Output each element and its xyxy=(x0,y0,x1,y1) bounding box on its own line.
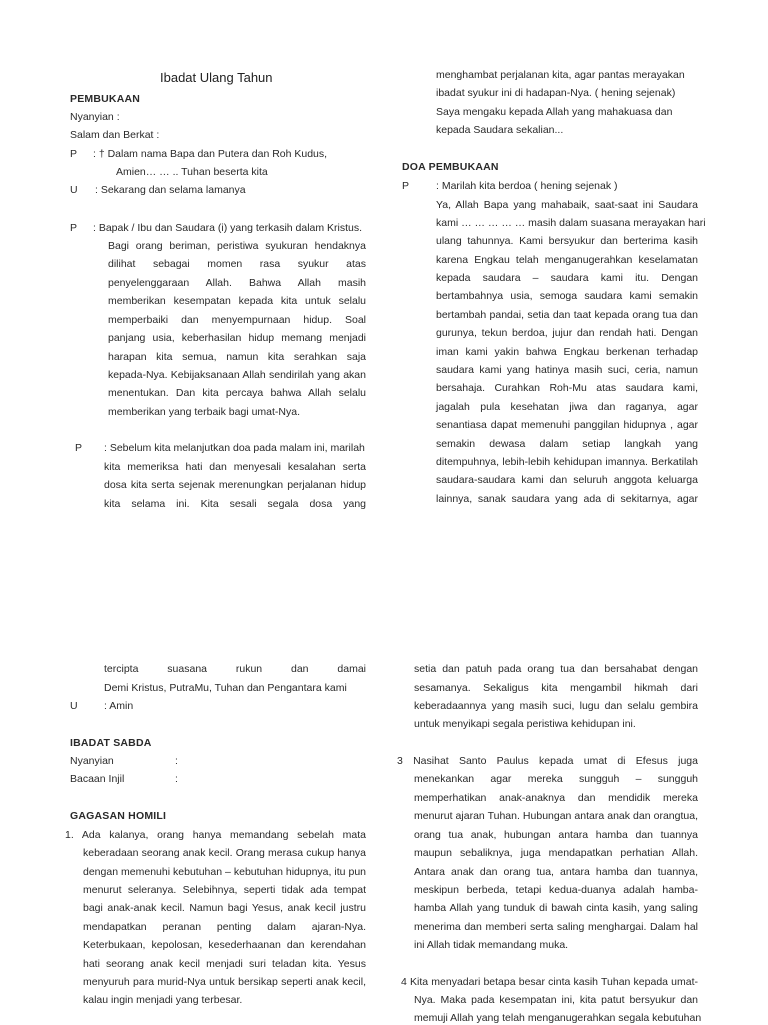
item1-line: bagi anak-anak kecil. Namun bagi Yesus, anak kecil justru xyxy=(83,902,366,914)
doa-pembukaan-heading: DOA PEMBUKAAN xyxy=(402,161,499,173)
nyanyian-colon: : xyxy=(175,755,178,767)
doa-line: saudara kami yang hatinya masih suci, ceria, namun xyxy=(436,364,698,376)
doa-line: bersahaja. Curahkan Roh-Mu atas saudara kami, xyxy=(436,382,698,394)
speaker-label: P xyxy=(75,442,83,454)
doa-line: saudara-saudara kami dan seluruh anggota keluarga xyxy=(436,474,698,486)
right-bottom-line: setia dan patuh pada orang tua dan bersahabat dengan xyxy=(414,663,698,675)
p2-line: panjang usia, keberhasilan hidup memang menjadi xyxy=(108,332,366,344)
p2-line: memberikan kesempatan kepada kita untuk selalu xyxy=(108,295,366,307)
item1-line: Keterbukaan, kepolosan, kesederhaanan dan kerendahan xyxy=(83,939,366,951)
p2-line: memberikan yang terbaik bagi umat-Nya. xyxy=(108,406,301,418)
doa-line: iman kami yakin bahwa Engkau berkenan terhadap xyxy=(436,346,698,358)
right-line: menghambat perjalanan kita, agar pantas merayakan xyxy=(436,69,685,81)
doa-line: bertambahnya usia, semoga saudara kami semakin xyxy=(436,290,698,302)
gagasan-homili-heading: GAGASAN HOMILI xyxy=(70,810,167,822)
doa-line: jagalah pula kesehatan jiwa dan raganya, agar xyxy=(436,401,698,413)
item4-line: Nya. Maka pada kesempatan ini, kita patut bersyukur dan xyxy=(414,994,698,1006)
doa-line: kepada saudara – saudara kami itu. Dengan xyxy=(436,272,698,284)
item3-line: meskipun berbeda, tetapi kedua-duanya adalah hamba- xyxy=(414,884,698,896)
speaker-label: U xyxy=(70,184,78,196)
right-line: kepada Saudara sekalian... xyxy=(436,124,564,136)
right-bottom-line: sesamanya. Sekaligus kita mengambil hikmah dari xyxy=(414,682,698,694)
p1-continuation: Amien… … .. Tuhan beserta kita xyxy=(116,166,268,178)
salam-line: Salam dan Berkat : xyxy=(70,129,160,141)
amin-text: : Amin xyxy=(104,700,134,712)
item1-line: mendapatkan peranan penting dalam ajaran-Nya. xyxy=(83,921,366,933)
p2-line: dilihat sebagai momen rasa syukur atas xyxy=(108,258,366,270)
doa-line: senantiasa dapat memenuhi panggilan hidupnya , agar xyxy=(436,419,698,431)
item1-line: menyuruh para murid-Nya untuk bersikap seperti anak kecil, xyxy=(83,976,366,988)
item3-first-line: 3 Nasihat Santo Paulus kepada umat di Efesus juga xyxy=(397,755,698,767)
item3-line: hamba Allah yang tunduk di bawah cinta kasih, yang saling xyxy=(414,902,698,914)
p2-line: menentukan. Dan kita percaya bahwa Allah selalu xyxy=(108,387,366,399)
speaker-label: U xyxy=(70,700,78,712)
speaker-label: P xyxy=(402,180,410,192)
item3-line: maupun sebaliknya, juga mendapatkan perhatian Allah. xyxy=(414,847,698,859)
p2-line: harapan kita semua, namun kita serahkan saja xyxy=(108,351,366,363)
item1-line: kalau ingin menjadi yang terbesar. xyxy=(83,994,243,1006)
doa-line: Ya, Allah Bapa yang mahabaik, saat-saat ini Saudara xyxy=(436,199,698,211)
item3-line: orang tua anak, hubungan antara hamba dan tuannya xyxy=(414,829,698,841)
doa-line: ulang tahunnya. Kami bersyukur dan berterima kasih xyxy=(436,235,698,247)
doa-line: semakin dewasa dalam setiap langkah yang xyxy=(436,438,698,450)
item3-line: menekankan agar mereka sungguh – sungguh xyxy=(414,773,698,785)
item1-line: dengan memenuhi kebutuhan – kebutuhan hidupnya, itu pun xyxy=(83,866,366,878)
bacaan-injil-label: Bacaan Injil xyxy=(70,773,125,785)
doa-line: lainnya, sanak saudara yang ada di sekitarnya, agar xyxy=(436,493,698,505)
document-title: Ibadat Ulang Tahun xyxy=(160,70,273,85)
closing-line: tercipta suasana rukun dan damai xyxy=(104,663,366,675)
item3-line: memperhatikan anak-anaknya dan mendidik mereka xyxy=(414,792,698,804)
speaker-label: P xyxy=(70,148,78,160)
doa-line: ditempuhnya, lebih-lebih kehidupan imannya. Berkatilah xyxy=(436,456,698,468)
p2-line: Bagi orang beriman, peristiwa syukuran hendaknya xyxy=(108,240,366,252)
speaker-label: P xyxy=(70,222,78,234)
bacaan-colon: : xyxy=(175,773,178,785)
nyanyian-line: Nyanyian : xyxy=(70,111,120,123)
item3-line: ini Allah tidak memandang muka. xyxy=(414,939,569,951)
nyanyian-label: Nyanyian xyxy=(70,755,114,767)
doa-line: karena Engkau telah menganugerahkan keselamatan xyxy=(436,254,698,266)
item1-line: menurut seleranya. Selebihnya, seperti tidak ada tempat xyxy=(83,884,366,896)
p2-line: memperbaiki dan menyempurnaan hidup. Soal xyxy=(108,314,366,326)
item1-line: hati seorang anak kecil menjadi suri teladan kita. Yesus xyxy=(83,958,366,970)
doa-line: bertambah pandai, setia dan taat kepada orang tua dan xyxy=(436,309,698,321)
u1-text: : Sekarang dan selama lamanya xyxy=(95,184,246,196)
closing-line: Demi Kristus, PutraMu, Tuhan dan Pengantara kami xyxy=(104,682,347,694)
right-line: Saya mengaku kepada Allah yang mahakuasa dan xyxy=(436,106,673,118)
doa-line: gurunya, tekun berdoa, jujur dan rendah hati. Dengan xyxy=(436,327,698,339)
item3-line: Antara anak dan orang tua, antara hamba dan tuannya, xyxy=(414,866,698,878)
p3-line: dosa kita serta sejenak merenungkan perjalanan hidup xyxy=(104,479,366,491)
p1-text: : † Dalam nama Bapa dan Putera dan Roh Kudus, xyxy=(93,148,328,160)
item4-first-line: 4 Kita menyadari betapa besar cinta kasih Tuhan kepada umat- xyxy=(401,976,698,988)
p2-line: penyelenggaraan Allah. Bahwa Allah masih xyxy=(108,277,366,289)
item3-line: menurut ajaran Tuhan. Hubungan antara anak dan orangtua, xyxy=(414,810,698,822)
ibadat-sabda-heading: IBADAT SABDA xyxy=(70,737,152,749)
doa-first-line: : Marilah kita berdoa ( hening sejenak ) xyxy=(436,180,618,192)
item4-line: memuji Allah yang telah menganugerahkan segala kebutuhan xyxy=(414,1012,702,1024)
p3-line: kita selama ini. Kita sesali segala dosa yang xyxy=(104,498,366,510)
p3-line: kita memeriksa hati dan menyesali kesalahan serta xyxy=(104,461,366,473)
pembukaan-heading: PEMBUKAAN xyxy=(70,93,141,105)
p3-first-line: : Sebelum kita melanjutkan doa pada malam ini, marilah xyxy=(104,442,365,454)
item1-first-line: 1. Ada kalanya, orang hanya memandang sebelah mata xyxy=(65,829,366,841)
p2-line: kepada-Nya. Kebijaksanaan Allah sendirilah yang akan xyxy=(108,369,366,381)
right-bottom-line: untuk menyikapi segala peristiwa kehidupan ini. xyxy=(414,718,636,730)
right-line: ibadat syukur ini di hadapan-Nya. ( hening sejenak) xyxy=(436,87,676,99)
item1-line: keberadaan seorang anak kecil. Orang merasa cukup hanya xyxy=(83,847,366,859)
p2-first-line: : Bapak / Ibu dan Saudara (i) yang terkasih dalam Kristus. xyxy=(93,222,363,234)
doa-line: kami … … … … … masih dalam suasana merayakan hari xyxy=(436,217,706,229)
right-bottom-line: keberadaannya yang masih suci, lugu dan selalu gembira xyxy=(414,700,698,712)
item3-line: menerima dan memberi serta saling menghargai. Dalam hal xyxy=(414,921,698,933)
